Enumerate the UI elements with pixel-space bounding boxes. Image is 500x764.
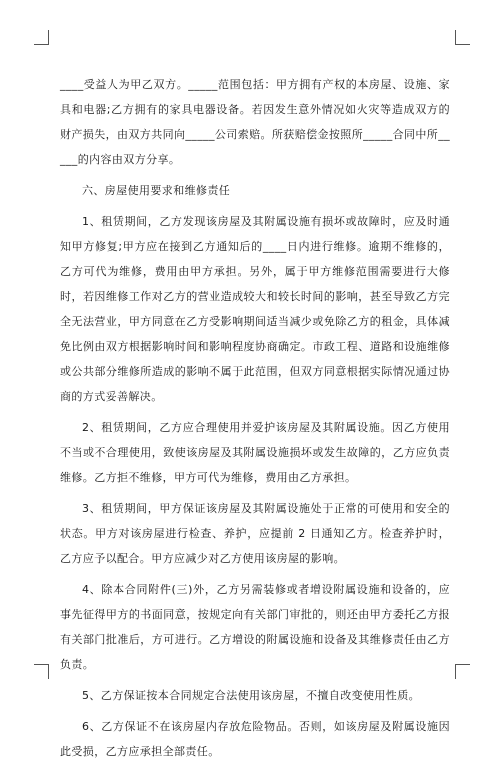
document-body bbox=[60, 72, 450, 764]
clause-3: 3、租赁期间，甲方保证该房屋及其附属设施处于正常的可使用和安全的状态。甲方对该房屋进行检查、养护，应提前 2 日通知乙方。检查养护时，乙方应予以配合。甲方应减少对乙方使用该房屋的影响。 bbox=[60, 502, 450, 565]
clause-4: 4、除本合同附件(三)外，乙方另需装修或者增设附属设施和设备的，应事先征得甲方的书面同意，按规定向有关部门审批的，则还由甲方委托乙方报有关部门批准后，方可进行。乙方增设的附属设施和设备及其维修责任由乙方负责。 bbox=[60, 583, 450, 671]
insurance-paragraph: ____受益人为甲乙双方。_____范围包括：甲方拥有产权的本房屋、设施、家具和电器;乙方拥有的家具电器设备。若因发生意外情况如火灾等造成双方的财产损失，由双方共同向_____公司索赔。所获赔偿金按照所_____合同中所_____的内容由双方分享。 bbox=[60, 78, 450, 166]
clause-2: 2、租赁期间，乙方应合理使用并爱护该房屋及其附属设施。因乙方使用不当或不合理使用，致使该房屋及其附属设施损坏或发生故障的，乙方应负责维修。乙方拒不维修，甲方可代为维修，费用由乙方承担。 bbox=[60, 421, 450, 484]
clause-1: 1、租赁期间，乙方发现该房屋及其附属设施有损坏或故障时，应及时通知甲方修复;甲方应在接到乙方通知后的____日内进行维修。逾期不维修的，乙方可代为维修，费用由甲方承担。另外，属于甲方维修范围需要进行大修时，若因维修工作对乙方的营业造成较大和较长时间的影响，甚至导致乙方完全无法营业，甲方同意在乙方受影响期间适当减少或免除乙方的租金，具体减免比例由双方根据影响时间和影响程度协商确定。市政工程、道路和设施维修或公共部分维修所造成的影响不属于此范围，但双方同意根据实际情况通过协商的方式妥善解决。 bbox=[60, 215, 450, 403]
crop-mark-top-left bbox=[34, 30, 49, 45]
crop-mark-top-right bbox=[455, 30, 470, 45]
section-heading: 六、房屋使用要求和维修责任 bbox=[82, 184, 231, 197]
crop-mark-bottom-right bbox=[455, 664, 470, 679]
clause-6: 6、乙方保证不在该房屋内存放危险物品。否则，如该房屋及附属设施因此受损，乙方应承担全部责任。 bbox=[60, 720, 450, 758]
clause-5: 5、乙方保证按本合同规定合法使用该房屋，不擅自改变使用性质。 bbox=[82, 689, 420, 702]
crop-mark-bottom-left bbox=[34, 664, 49, 679]
